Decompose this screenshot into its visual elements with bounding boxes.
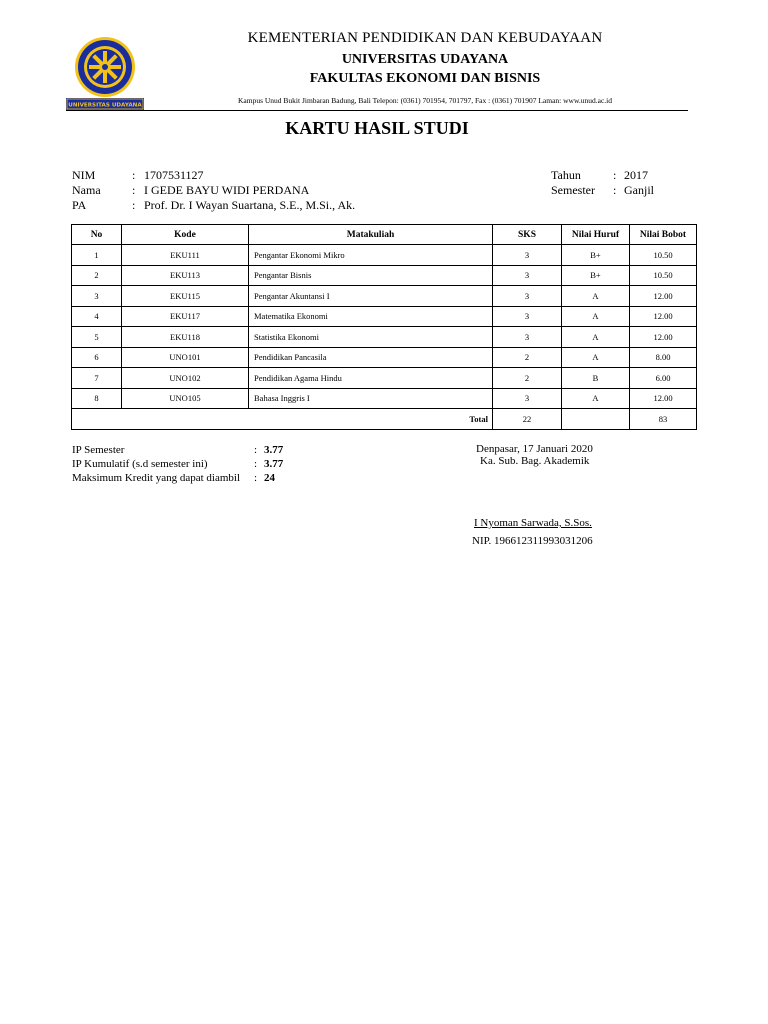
cell-matakuliah: Pengantar Bisnis (249, 265, 493, 286)
cell-sks: 3 (493, 286, 562, 307)
colon: : (613, 183, 617, 197)
semester-label: Semester (551, 183, 595, 197)
pa-label: PA (72, 198, 87, 212)
cell-sks: 3 (493, 327, 562, 348)
cell-sks: 3 (493, 306, 562, 327)
faculty-name: FAKULTAS EKONOMI DAN BISNIS (309, 71, 541, 86)
colon: : (254, 472, 258, 484)
cell-nilai-huruf: A (562, 286, 630, 307)
header-nilai-bobot: Nilai Bobot (630, 225, 697, 245)
university-logo (66, 36, 144, 112)
ips-value: 3.77 (264, 444, 284, 456)
cell-sks: 3 (493, 388, 562, 409)
colon: : (254, 444, 258, 456)
colon: : (132, 183, 136, 197)
cell-nilai-huruf: B (562, 368, 630, 389)
document-title: KARTU HASIL STUDI (285, 118, 469, 138)
header-kode: Kode (122, 225, 249, 245)
colon: : (132, 168, 136, 182)
colon: : (132, 198, 136, 212)
header-sks: SKS (493, 225, 562, 245)
cell-kode: UNO101 (122, 347, 249, 368)
max-credit-value: 24 (264, 472, 275, 484)
cell-matakuliah: Pendidikan Pancasila (249, 347, 493, 368)
cell-no: 3 (72, 286, 122, 307)
colon: : (613, 168, 617, 182)
table-row (72, 265, 697, 286)
table-row (72, 286, 697, 307)
total-bobot: 83 (630, 409, 697, 430)
cell-sks: 2 (493, 368, 562, 389)
nim-label: NIM (72, 168, 96, 182)
header-divider (66, 110, 688, 111)
table-row (72, 388, 697, 409)
ipk-value: 3.77 (264, 458, 284, 470)
cell-no: 1 (72, 245, 122, 266)
cell-no: 4 (72, 306, 122, 327)
cell-no: 6 (72, 347, 122, 368)
cell-sks: 3 (493, 265, 562, 286)
tahun-value: 2017 (624, 168, 648, 182)
cell-nilai-bobot: 10.50 (630, 265, 697, 286)
cell-kode: EKU111 (122, 245, 249, 266)
nama-label: Nama (72, 183, 101, 197)
cell-kode: EKU118 (122, 327, 249, 348)
cell-no: 5 (72, 327, 122, 348)
cell-nilai-huruf: A (562, 327, 630, 348)
cell-matakuliah: Pendidikan Agama Hindu (249, 368, 493, 389)
nama-value: I GEDE BAYU WIDI PERDANA (144, 183, 310, 197)
colon: : (254, 458, 258, 470)
cell-nilai-bobot: 12.00 (630, 286, 697, 307)
ministry-name: KEMENTERIAN PENDIDIKAN DAN KEBUDAYAAN (247, 30, 603, 46)
header-no: No (72, 225, 122, 245)
max-credit-label: Maksimum Kredit yang dapat diambil (72, 472, 241, 484)
total-row (72, 409, 697, 430)
cell-no: 8 (72, 388, 122, 409)
header-matakuliah: Matakuliah (249, 225, 493, 245)
cell-kode: EKU115 (122, 286, 249, 307)
table-row (72, 306, 697, 327)
cell-kode: EKU117 (122, 306, 249, 327)
place-date: Denpasar, 17 Januari 2020 (476, 443, 593, 455)
cell-kode: UNO105 (122, 388, 249, 409)
semester-value: Ganjil (624, 183, 654, 197)
table-row (72, 347, 697, 368)
header-nilai-huruf: Nilai Huruf (562, 225, 630, 245)
cell-nilai-huruf: B+ (562, 265, 630, 286)
cell-kode: EKU113 (122, 265, 249, 286)
total-sks: 22 (493, 409, 562, 430)
cell-matakuliah: Pengantar Ekonomi Mikro (249, 245, 493, 266)
pa-value: Prof. Dr. I Wayan Suartana, S.E., M.Si., Ak. (144, 198, 356, 212)
cell-nilai-bobot: 6.00 (630, 368, 697, 389)
cell-nilai-bobot: 10.50 (630, 245, 697, 266)
total-label: Total (72, 409, 493, 430)
cell-matakuliah: Pengantar Akuntansi I (249, 286, 493, 307)
table-row (72, 245, 697, 266)
cell-nilai-huruf: B+ (562, 245, 630, 266)
signer-name: I Nyoman Sarwada, S.Sos. (474, 517, 592, 529)
cell-matakuliah: Matematika Ekonomi (249, 306, 493, 327)
total-nilai-huruf (562, 409, 630, 430)
cell-nilai-bobot: 12.00 (630, 306, 697, 327)
cell-sks: 3 (493, 245, 562, 266)
cell-nilai-bobot: 12.00 (630, 327, 697, 348)
cell-nilai-bobot: 8.00 (630, 347, 697, 368)
cell-nilai-bobot: 12.00 (630, 388, 697, 409)
grades-table (71, 224, 697, 430)
signer-nip: NIP. 196612311993031206 (472, 535, 593, 547)
cell-no: 2 (72, 265, 122, 286)
ipk-label: IP Kumulatif (s.d semester ini) (72, 458, 208, 470)
cell-nilai-huruf: A (562, 388, 630, 409)
cell-sks: 2 (493, 347, 562, 368)
table-header-row (72, 225, 697, 245)
table-row (72, 327, 697, 348)
nim-value: 1707531127 (144, 168, 204, 182)
university-name: UNIVERSITAS UDAYANA (341, 52, 509, 67)
cell-matakuliah: Bahasa Inggris I (249, 388, 493, 409)
logo-text: UNIVERSITAS UDAYANA (68, 102, 142, 109)
cell-no: 7 (72, 368, 122, 389)
table-row (72, 368, 697, 389)
cell-kode: UNO102 (122, 368, 249, 389)
tahun-label: Tahun (551, 168, 581, 182)
cell-nilai-huruf: A (562, 347, 630, 368)
cell-matakuliah: Statistika Ekonomi (249, 327, 493, 348)
ips-label: IP Semester (72, 444, 125, 456)
signer-position: Ka. Sub. Bag. Akademik (480, 455, 590, 467)
cell-nilai-huruf: A (562, 306, 630, 327)
address: Kampus Unud Bukit Jimbaran Badung, Bali Telepon: (0361) 701954, 701797, Fax : (0361) 701907 Laman: www.unud.ac.id (237, 96, 612, 105)
